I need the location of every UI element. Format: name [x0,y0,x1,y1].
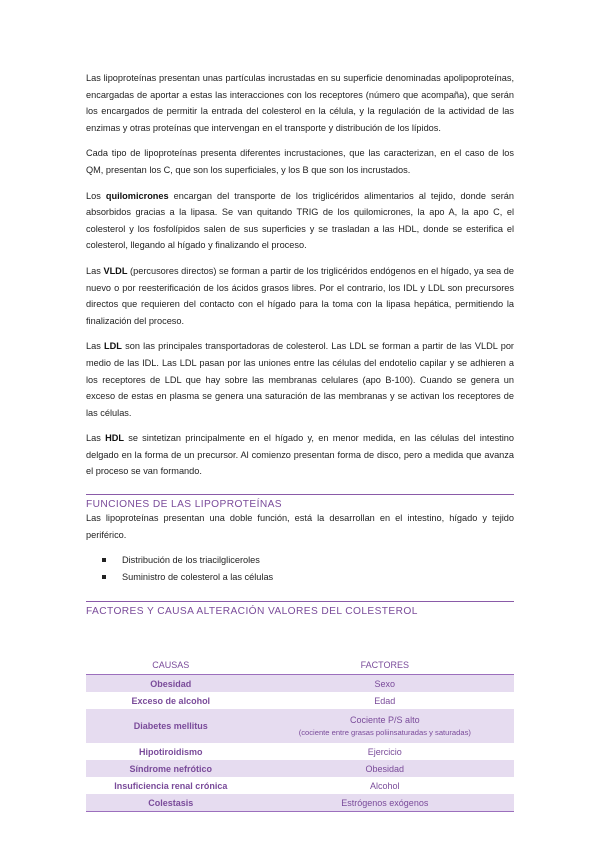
square-bullet-icon [102,575,106,579]
cell-factor: Estrógenos exógenos [256,794,514,812]
table-row [86,675,514,693]
table-row [86,692,514,709]
list-item: Distribución de los triacilgliceroles [102,552,514,569]
table-row [86,743,514,760]
cell-causa: Obesidad [86,675,256,693]
cell-causa: Exceso de alcohol [131,695,211,706]
table-row [86,794,514,812]
bullet-list [86,552,514,585]
cell-factor: Edad [374,695,396,706]
paragraph-hdl: Las HDL se sintetizan principalmente en el hígado y, en menor medida, en las células del intestino delgado en la forma de un precursor. Al comienzo presentan forma de disco, pero a medida que avanza el proceso se van formando. [86,433,514,477]
causes-factors-table [86,655,514,812]
cell-factor [256,709,514,743]
paragraph-vldl: Las VLDL (percusores directos) se forman a partir de los triglicéridos endógenos en el hígado, ya sea de nuevo o por reesterificación de los ácidos grasos libres. Por el contrario, los IDL y LDL son precursores directos que requieren del contacto con el hígado para la toma con la lipasa hepática, permitiendo la finalización del proceso. [86,265,514,326]
cell-causa: Hipotiroidismo [139,746,203,757]
table-row [86,777,514,794]
cell-causa: Colestasis [86,794,256,812]
cell-factor: Ejercicio [367,746,402,757]
paragraph-quilomicrones: Los quilomicrones encargan del transporte de los triglicéridos alimentarios al tejido, donde serán absorbidos gracias a la lipasa. Se van quitando TRIG de los quilomicrones, la apo A, la apo C, el colesterol y los fosfolípidos salen de sus superficies y se trasladan a las HDL, donde se esterifica el colesterol, llegando al hígado y finalizando el proceso. [86,190,514,251]
cell-causa: Insuficiencia renal crónica [114,780,228,791]
cell-causa: Diabetes mellitus [86,709,256,743]
paragraph-funciones: Las lipoproteínas presentan una doble función, está la desarrollan en el intestino, hígado y tejido periférico. [86,513,514,540]
paragraph-incrustations: Cada tipo de lipoproteínas presenta diferentes incrustaciones, que las caracterizan, en el caso de los QM, presentan los C, que son los superficiales, y los B que son los incrustados. [86,148,514,175]
cell-factor: Sexo [256,675,514,693]
square-bullet-icon [102,558,106,562]
column-header-causas: CAUSAS [86,655,256,675]
section-title-funciones: FUNCIONES DE LAS LIPOPROTEÍNAS [86,494,514,510]
column-header-factores: FACTORES [256,655,514,675]
factor-note: (cociente entre grasas poliinsaturadas y saturadas) [298,728,471,738]
paragraph-ldl: Las LDL son las principales transportadoras de colesterol. Las LDL se forman a partir de las VLDL por medio de las IDL. Las LDL pasan por las uniones entre las células del endotelio capilar y se adhieren a los receptores de LDL que hay sobre las membranas celulares (apo B-100). Cuando se genera un exceso de estas en plasma se genera una saturación de las membranas y se activan los receptores de las células. [86,341,514,418]
term-vldl: VLDL [103,265,128,276]
term-quilomicrones: quilomicrones [105,190,169,201]
factor-value: Cociente P/S alto [350,715,420,726]
cell-factor: Obesidad [256,760,514,777]
cell-factor: Alcohol [370,780,400,791]
term-hdl: HDL [105,433,124,444]
list-item: Suministro de colesterol a las células [102,569,514,586]
table-row [86,760,514,777]
document-page [86,70,514,812]
section-title-factores: FACTORES Y CAUSA ALTERACIÓN VALORES DEL COLESTEROL [86,601,514,617]
term-ldl: LDL [104,341,122,352]
paragraph-apolipoproteins: Las lipoproteínas presentan unas partículas incrustadas en su superficie denominadas apolipoproteínas, encargadas de aportar a estas las interacciones con los receptores (número que acompaña), que serán los encargados de permitir la entrada del colesterol en la célula, y la regulación de la actividad de las enzimas y otras proteínas que intervengan en el transporte y distribución de los lípidos. [86,73,514,133]
table-row [86,709,514,743]
cell-causa: Síndrome nefrótico [86,760,256,777]
